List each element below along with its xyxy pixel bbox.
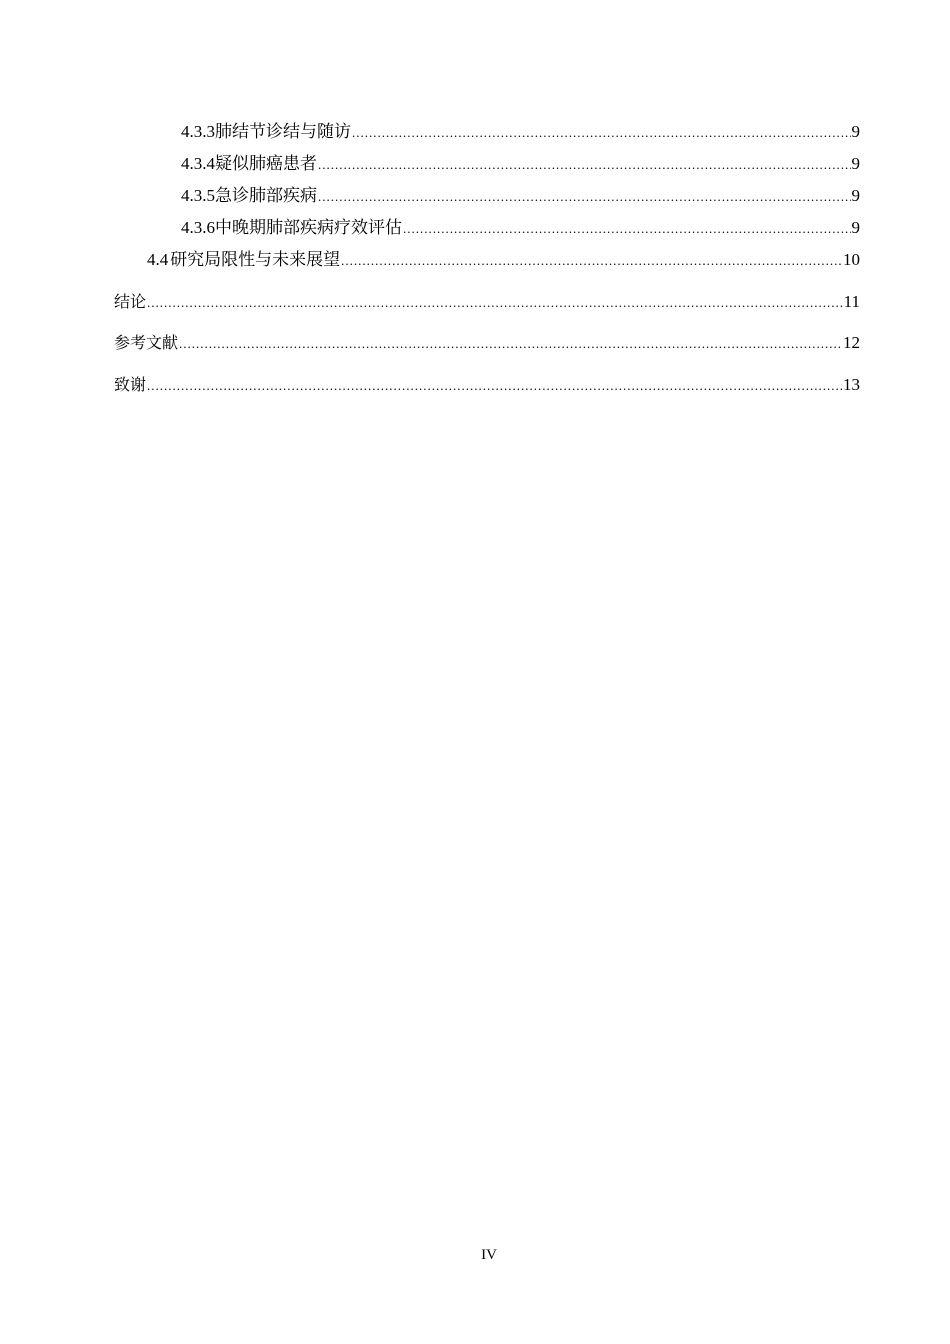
toc-entry-title: 参考文献 — [114, 333, 179, 352]
toc-entry-title: 研究局限性与未来展望 — [170, 250, 341, 269]
toc-entry-title: 肺结节诊结与随访 — [215, 122, 351, 141]
toc-entry-page: 9 — [851, 122, 860, 141]
toc-entry-references[interactable] — [114, 332, 860, 355]
toc-entry-4-3-5[interactable] — [181, 185, 860, 208]
toc-entry-4-3-6[interactable] — [181, 217, 860, 240]
toc-dot-leader — [318, 154, 851, 176]
toc-entry-title: 疑似肺癌患者 — [215, 154, 317, 173]
toc-entry-4-3-3[interactable] — [181, 121, 860, 144]
toc-entry-number: 4.4 — [147, 250, 169, 269]
toc-entry-number: 4.3.3 — [181, 122, 215, 141]
toc-entry-page: 9 — [851, 218, 860, 237]
page-number-footer: IV — [481, 1247, 497, 1263]
toc-dot-leader — [147, 292, 843, 314]
toc-entry-title: 致谢 — [114, 375, 147, 394]
toc-dot-leader — [352, 122, 851, 144]
toc-entry-page: 12 — [843, 333, 860, 352]
toc-entry-conclusion[interactable] — [114, 291, 860, 314]
toc-dot-leader — [318, 186, 851, 208]
toc-entry-title: 中晚期肺部疾病疗效评估 — [215, 218, 402, 237]
toc-entry-number: 4.3.6 — [181, 218, 215, 237]
toc-entry-page: 11 — [843, 292, 860, 311]
toc-entry-4-4[interactable] — [147, 249, 860, 272]
toc-entry-title: 结论 — [114, 292, 147, 311]
toc-dot-leader — [179, 333, 842, 355]
toc-dot-leader — [403, 218, 851, 240]
toc-entry-page: 10 — [843, 250, 860, 269]
toc-entry-4-3-4[interactable] — [181, 153, 860, 176]
toc-entry-number: 4.3.4 — [181, 154, 215, 173]
toc-entry-page: 13 — [843, 375, 860, 394]
toc-entry-page: 9 — [851, 186, 860, 205]
toc-entry-page: 9 — [851, 154, 860, 173]
toc-dot-leader — [341, 250, 842, 272]
toc-entry-number: 4.3.5 — [181, 186, 215, 205]
toc-dot-leader — [147, 375, 842, 397]
toc-entry-title: 急诊肺部疾病 — [215, 186, 317, 205]
toc-entry-acknowledgements[interactable] — [114, 374, 860, 397]
